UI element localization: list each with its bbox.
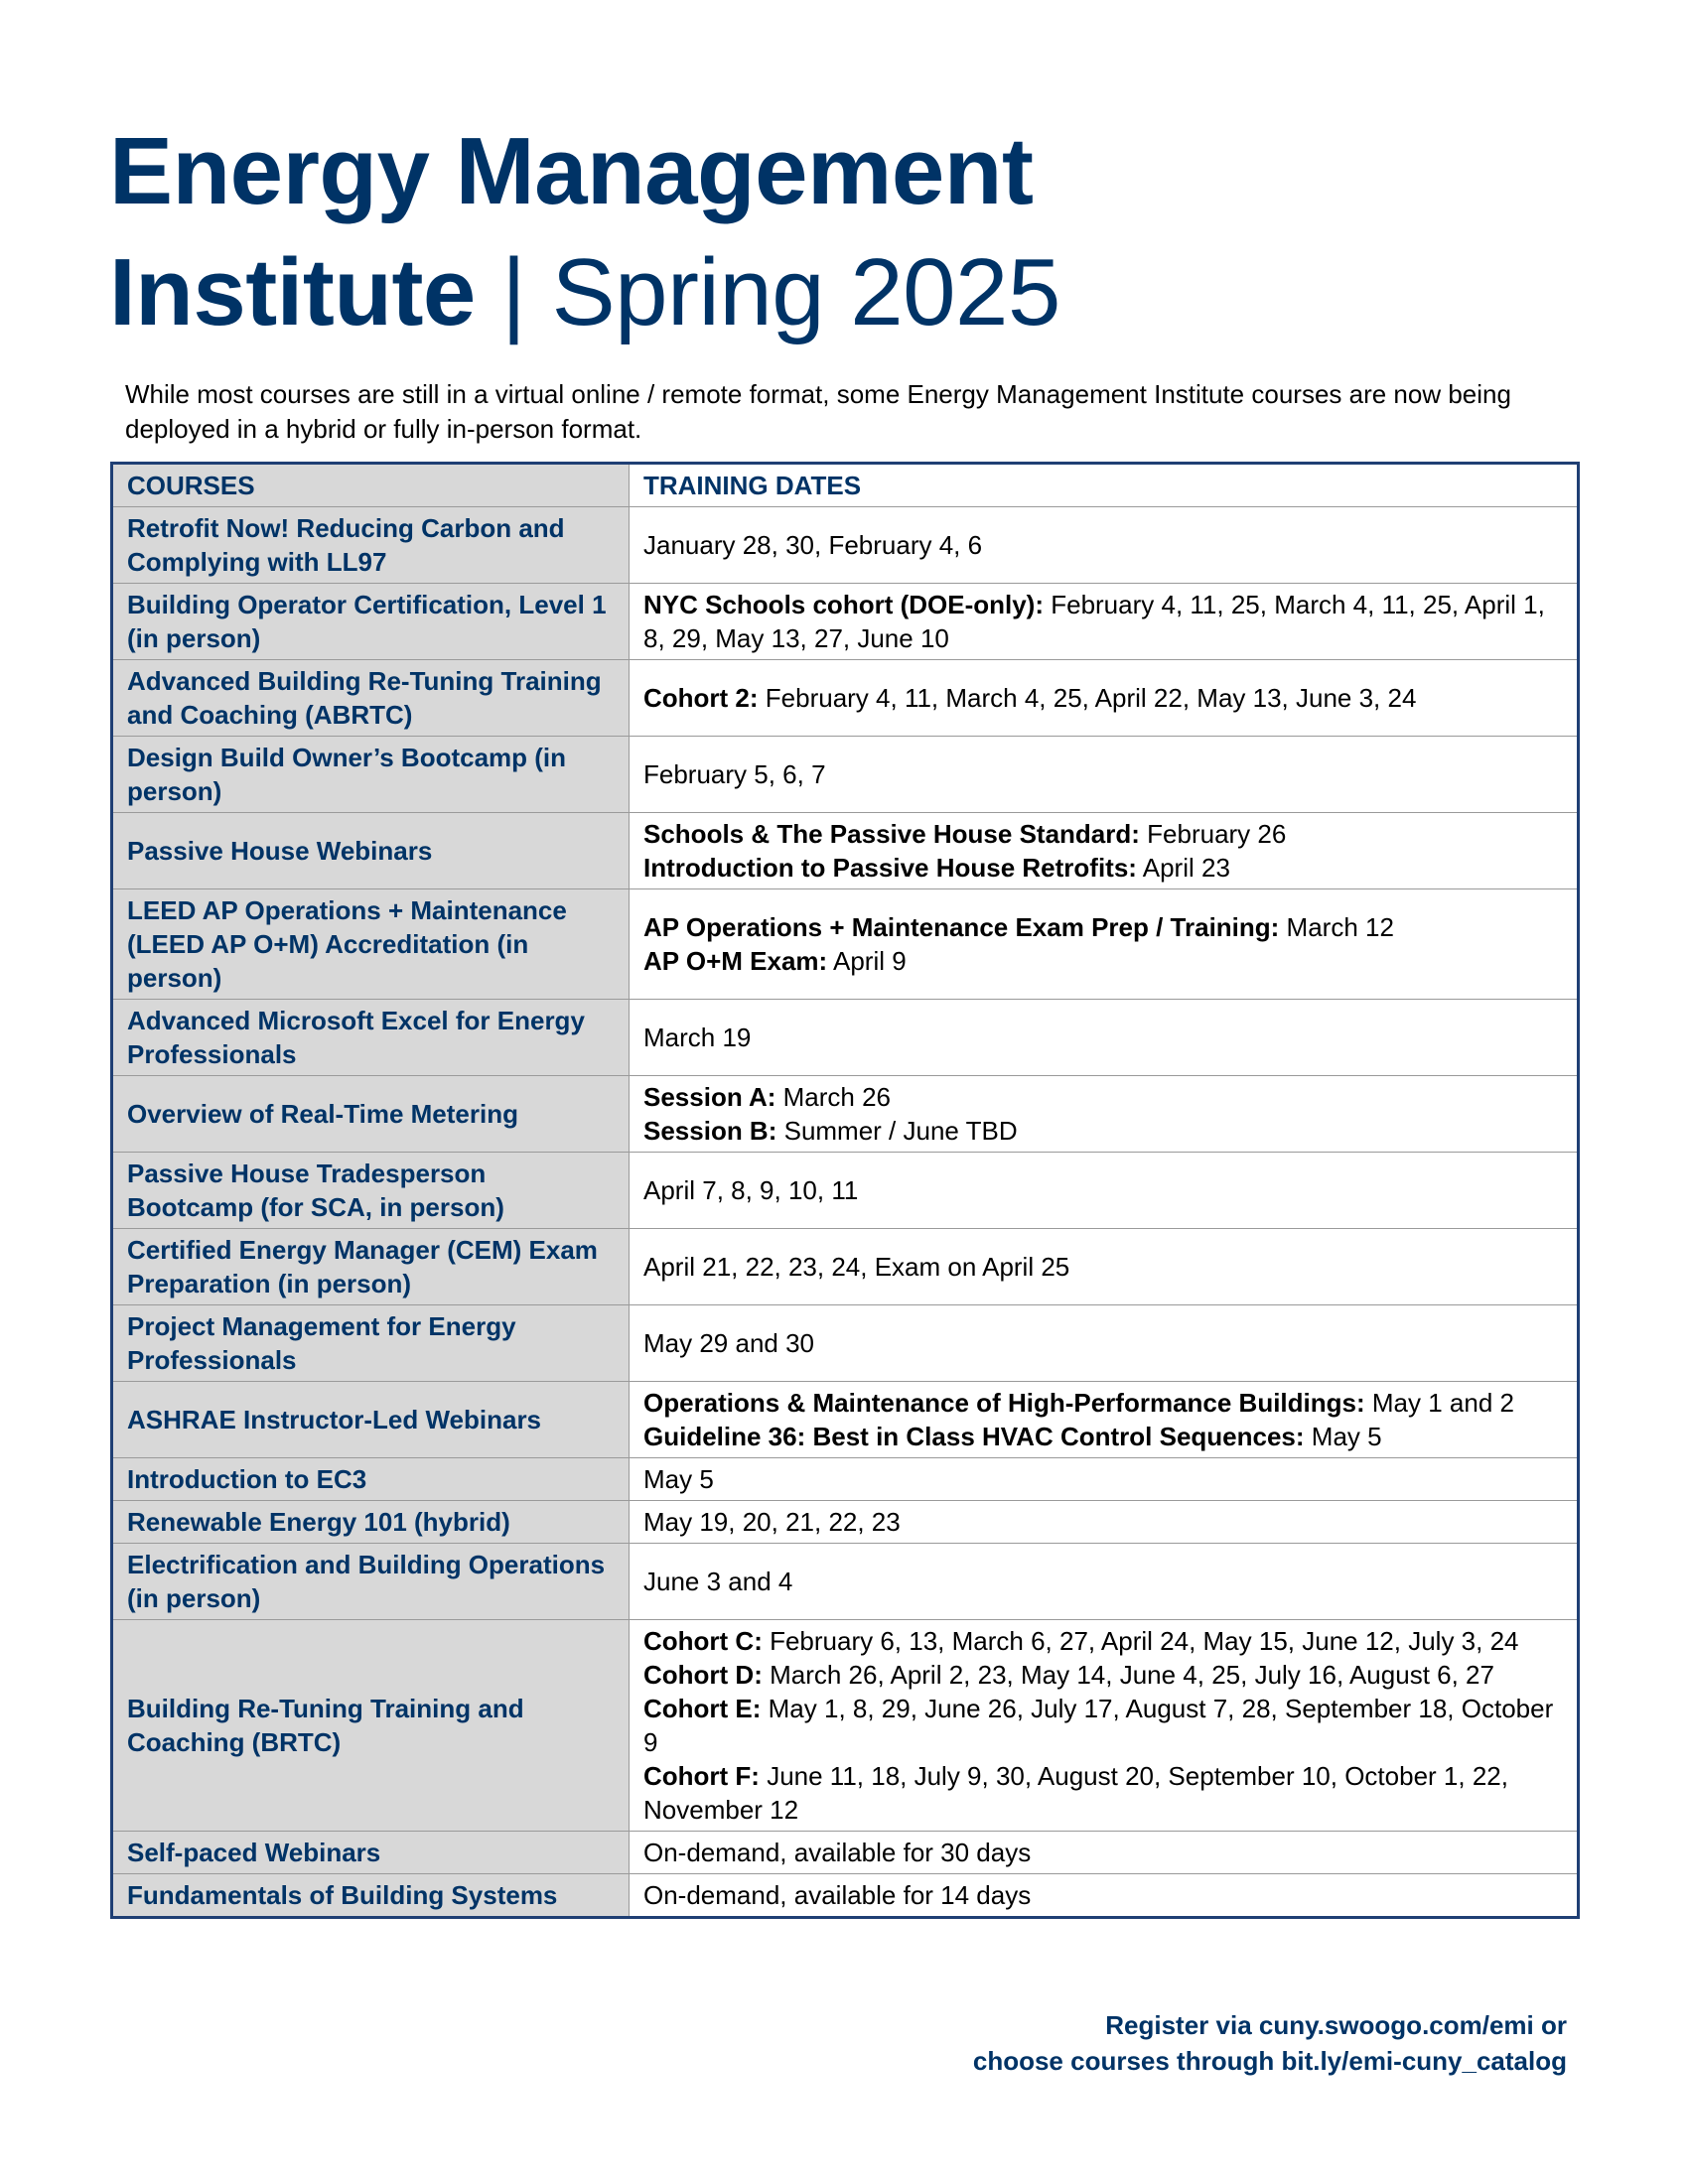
title-line-1: Energy Management bbox=[109, 118, 1034, 224]
training-dates bbox=[630, 1501, 1579, 1544]
table-row bbox=[112, 813, 1579, 889]
date-text: April 7, 8, 9, 10, 11 bbox=[643, 1175, 859, 1205]
date-label: Cohort D: bbox=[643, 1660, 763, 1690]
footer-line-1: Register via cuny.swoogo.com/emi or bbox=[1105, 2010, 1567, 2040]
date-line bbox=[643, 910, 1563, 944]
date-text: June 11, 18, July 9, 30, August 20, September 10, October 1, 22, November 12 bbox=[643, 1761, 1508, 1825]
title-separator: | bbox=[475, 239, 552, 345]
date-line bbox=[643, 1505, 1563, 1539]
course-name: Passive House Tradesperson Bootcamp (for SCA, in person) bbox=[112, 1153, 630, 1229]
table-row bbox=[112, 1000, 1579, 1076]
date-label: Schools & The Passive House Standard: bbox=[643, 819, 1140, 849]
date-text: February 4, 11, March 4, 25, April 22, May 13, June 3, 24 bbox=[758, 683, 1417, 713]
table-row bbox=[112, 1229, 1579, 1305]
training-dates bbox=[630, 1305, 1579, 1382]
training-dates bbox=[630, 1874, 1579, 1918]
course-name: Electrification and Building Operations (in person) bbox=[112, 1544, 630, 1620]
course-name: LEED AP Operations + Maintenance (LEED AP O+M) Accreditation (in person) bbox=[112, 889, 630, 1000]
table-row bbox=[112, 1832, 1579, 1874]
date-line bbox=[643, 757, 1563, 791]
intro-paragraph: While most courses are still in a virtual online / remote format, some Energy Management Institute courses are now being deployed in a hybrid or fully in-person format. bbox=[125, 379, 1511, 444]
date-line bbox=[643, 1836, 1563, 1869]
table-body bbox=[112, 507, 1579, 1918]
course-name: ASHRAE Instructor-Led Webinars bbox=[112, 1382, 630, 1458]
date-label: Session B: bbox=[643, 1116, 777, 1146]
date-text: February 4, 11, 25, March 4, 11, 25, April 1, 8, 29, May 13, 27, June 10 bbox=[643, 590, 1545, 653]
table-row bbox=[112, 1544, 1579, 1620]
date-line bbox=[643, 1021, 1563, 1054]
title-institute: Institute bbox=[109, 239, 476, 345]
date-line bbox=[643, 681, 1563, 715]
training-dates bbox=[630, 584, 1579, 660]
course-name: Fundamentals of Building Systems bbox=[112, 1874, 630, 1918]
date-text: April 9 bbox=[827, 946, 907, 976]
table-row bbox=[112, 1305, 1579, 1382]
date-line bbox=[643, 1386, 1563, 1420]
date-line bbox=[643, 1759, 1563, 1827]
date-label: Session A: bbox=[643, 1082, 776, 1112]
date-line bbox=[643, 944, 1563, 978]
date-label: Cohort F: bbox=[643, 1761, 760, 1791]
date-text: April 23 bbox=[1136, 853, 1230, 883]
table-row bbox=[112, 1382, 1579, 1458]
header-courses: COURSES bbox=[112, 464, 630, 507]
date-text: May 5 bbox=[643, 1464, 714, 1494]
date-label: Cohort E: bbox=[643, 1694, 762, 1723]
date-text: March 26, April 2, 23, May 14, June 4, 25, July 16, August 6, 27 bbox=[762, 1660, 1494, 1690]
date-text: February 5, 6, 7 bbox=[643, 759, 826, 789]
training-dates bbox=[630, 507, 1579, 584]
date-line bbox=[643, 1878, 1563, 1912]
date-line bbox=[643, 1692, 1563, 1759]
table-row bbox=[112, 1076, 1579, 1153]
training-dates bbox=[630, 1153, 1579, 1229]
date-text: May 1, 8, 29, June 26, July 17, August 7, 28, September 18, October 9 bbox=[643, 1694, 1554, 1757]
date-text: May 19, 20, 21, 22, 23 bbox=[643, 1507, 901, 1537]
date-text: May 5 bbox=[1304, 1422, 1382, 1451]
course-name: Advanced Microsoft Excel for Energy Professionals bbox=[112, 1000, 630, 1076]
course-name: Project Management for Energy Professionals bbox=[112, 1305, 630, 1382]
table-row bbox=[112, 584, 1579, 660]
footer-line-2: choose courses through bit.ly/emi-cuny_catalog bbox=[972, 2046, 1567, 2076]
page-title bbox=[109, 111, 1060, 353]
training-dates bbox=[630, 1076, 1579, 1153]
header-training-dates: TRAINING DATES bbox=[630, 464, 1579, 507]
date-text: May 29 and 30 bbox=[643, 1328, 815, 1358]
date-text: On-demand, available for 14 days bbox=[643, 1880, 1032, 1910]
date-line bbox=[643, 1080, 1563, 1114]
date-text: February 26 bbox=[1139, 819, 1287, 849]
title-line-2 bbox=[109, 232, 1060, 353]
training-dates bbox=[630, 889, 1579, 1000]
date-line bbox=[643, 817, 1563, 851]
training-dates bbox=[630, 1000, 1579, 1076]
date-label: Guideline 36: Best in Class HVAC Control Sequences: bbox=[643, 1422, 1305, 1451]
date-text: March 26 bbox=[775, 1082, 892, 1112]
course-name: Building Re-Tuning Training and Coaching (BRTC) bbox=[112, 1620, 630, 1832]
date-label: Introduction to Passive House Retrofits: bbox=[643, 853, 1137, 883]
date-line bbox=[643, 1462, 1563, 1496]
course-name: Advanced Building Re-Tuning Training and Coaching (ABRTC) bbox=[112, 660, 630, 737]
date-line bbox=[643, 1173, 1563, 1207]
date-line bbox=[643, 1624, 1563, 1658]
training-dates bbox=[630, 1229, 1579, 1305]
date-label: AP O+M Exam: bbox=[643, 946, 828, 976]
date-label: AP Operations + Maintenance Exam Prep / Training: bbox=[643, 912, 1280, 942]
course-name: Self-paced Webinars bbox=[112, 1832, 630, 1874]
date-line bbox=[643, 528, 1563, 562]
table-row bbox=[112, 1501, 1579, 1544]
date-line bbox=[643, 1326, 1563, 1360]
date-text: On-demand, available for 30 days bbox=[643, 1838, 1032, 1867]
table-row bbox=[112, 1153, 1579, 1229]
date-line bbox=[643, 1250, 1563, 1284]
table-row bbox=[112, 737, 1579, 813]
course-name: Renewable Energy 101 (hybrid) bbox=[112, 1501, 630, 1544]
training-dates bbox=[630, 660, 1579, 737]
training-dates bbox=[630, 1832, 1579, 1874]
date-text: May 1 and 2 bbox=[1364, 1388, 1514, 1418]
date-label: Cohort 2: bbox=[643, 683, 759, 713]
date-line bbox=[643, 588, 1563, 655]
training-dates bbox=[630, 737, 1579, 813]
course-schedule-table bbox=[110, 462, 1580, 1919]
date-line bbox=[643, 1658, 1563, 1692]
registration-footer bbox=[973, 2007, 1567, 2079]
course-name: Retrofit Now! Reducing Carbon and Complying with LL97 bbox=[112, 507, 630, 584]
date-text: February 6, 13, March 6, 27, April 24, May 15, June 12, July 3, 24 bbox=[762, 1626, 1519, 1656]
training-dates bbox=[630, 1382, 1579, 1458]
date-text: March 19 bbox=[643, 1023, 752, 1052]
date-label: Operations & Maintenance of High-Performance Buildings: bbox=[643, 1388, 1365, 1418]
table-row bbox=[112, 889, 1579, 1000]
training-dates bbox=[630, 1544, 1579, 1620]
training-dates bbox=[630, 1458, 1579, 1501]
course-name: Overview of Real-Time Metering bbox=[112, 1076, 630, 1153]
table-row bbox=[112, 660, 1579, 737]
course-name: Introduction to EC3 bbox=[112, 1458, 630, 1501]
date-line bbox=[643, 851, 1563, 885]
table-row bbox=[112, 507, 1579, 584]
table-header-row bbox=[112, 464, 1579, 507]
course-name: Certified Energy Manager (CEM) Exam Preparation (in person) bbox=[112, 1229, 630, 1305]
date-text: June 3 and 4 bbox=[643, 1567, 793, 1596]
date-text: January 28, 30, February 4, 6 bbox=[643, 530, 983, 560]
date-text: March 12 bbox=[1279, 912, 1394, 942]
date-text: April 21, 22, 23, 24, Exam on April 25 bbox=[643, 1252, 1070, 1282]
course-name: Building Operator Certification, Level 1 (in person) bbox=[112, 584, 630, 660]
date-label: Cohort C: bbox=[643, 1626, 763, 1656]
course-name: Passive House Webinars bbox=[112, 813, 630, 889]
training-dates bbox=[630, 813, 1579, 889]
date-line bbox=[643, 1565, 1563, 1598]
table-row bbox=[112, 1874, 1579, 1918]
date-line bbox=[643, 1420, 1563, 1453]
training-dates bbox=[630, 1620, 1579, 1832]
date-label: NYC Schools cohort (DOE-only): bbox=[643, 590, 1044, 619]
course-name: Design Build Owner’s Bootcamp (in person) bbox=[112, 737, 630, 813]
title-term: Spring 2025 bbox=[551, 239, 1060, 345]
table-row bbox=[112, 1620, 1579, 1832]
date-text: Summer / June TBD bbox=[776, 1116, 1018, 1146]
date-line bbox=[643, 1114, 1563, 1148]
table-row bbox=[112, 1458, 1579, 1501]
